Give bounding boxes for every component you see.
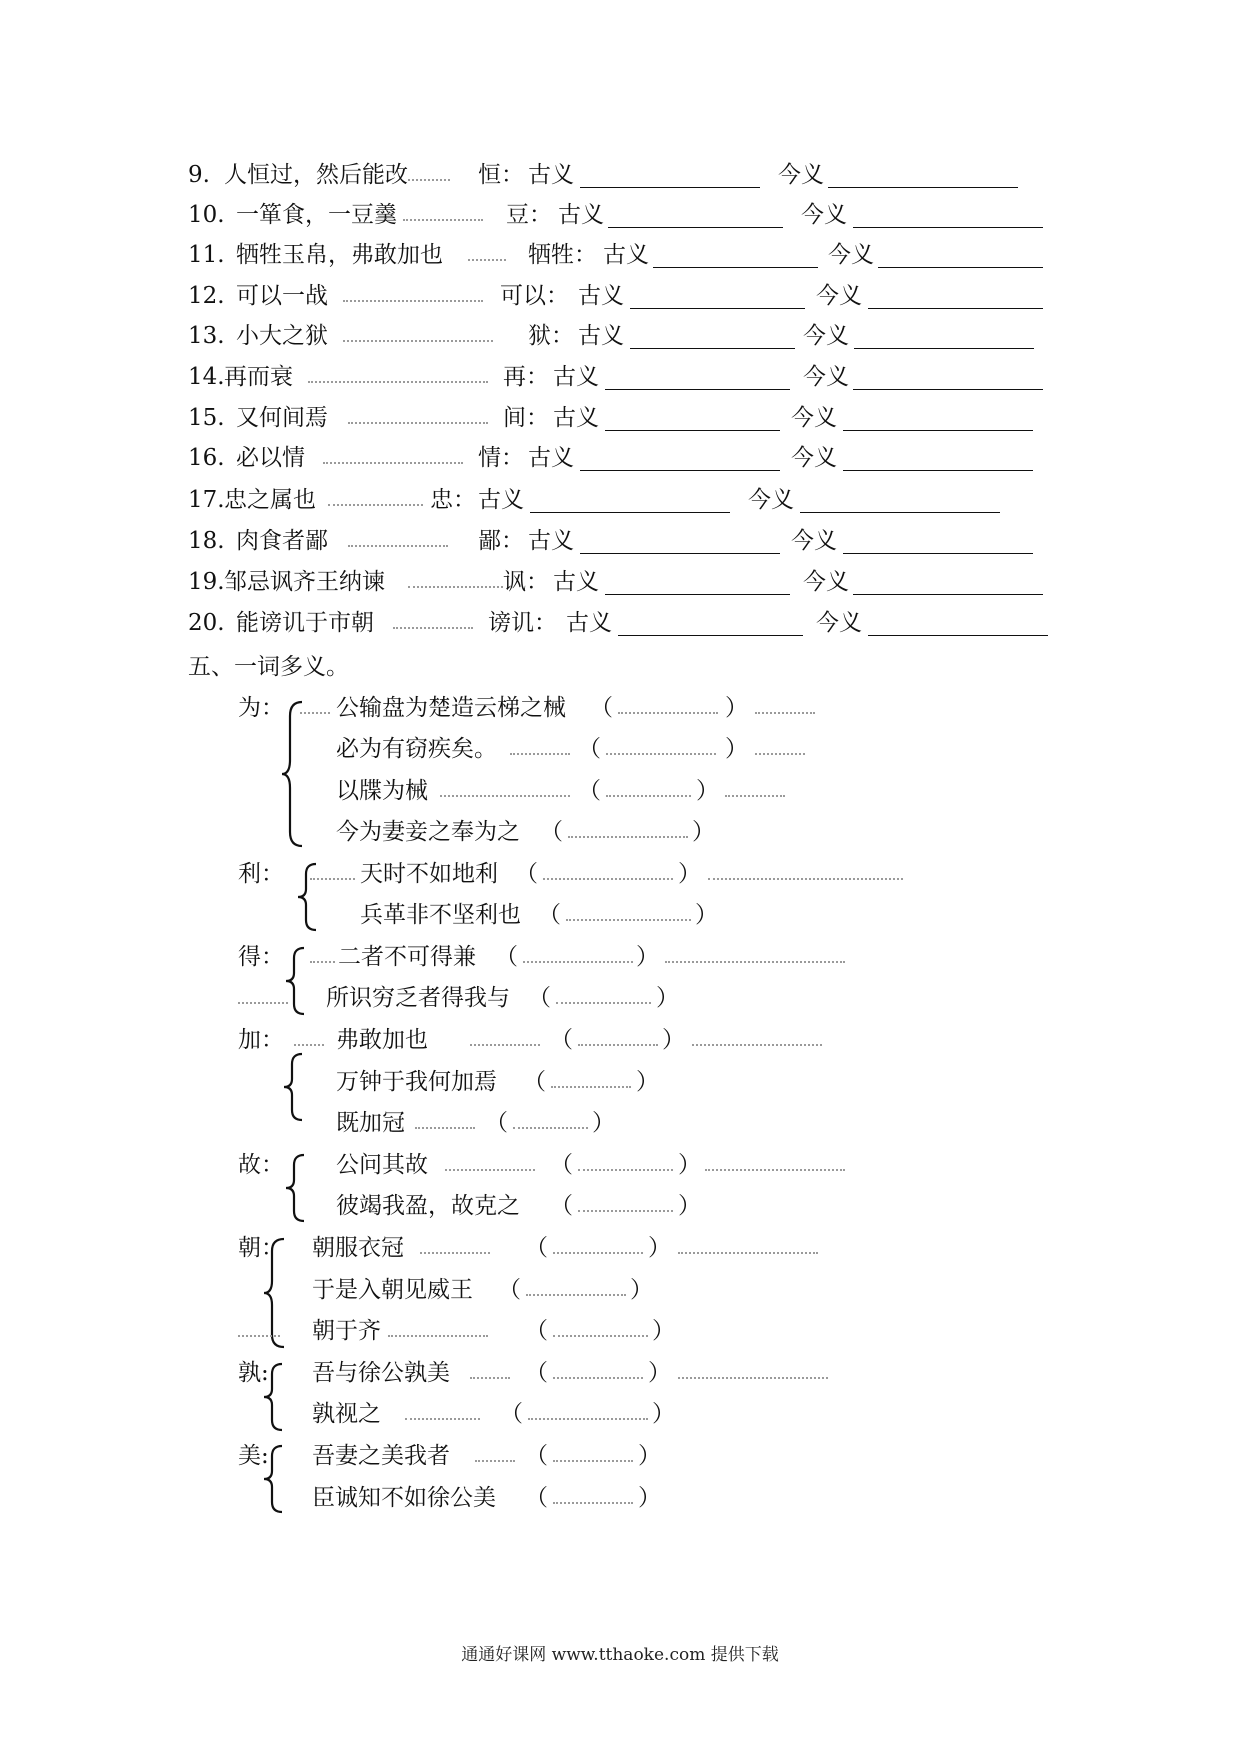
jin-label: 今义 <box>816 610 862 636</box>
item-phrase: 必以情 <box>236 445 305 471</box>
polysemy-sentence <box>300 1145 860 1185</box>
sentence-text: 吾妻之美我者 <box>312 1443 450 1469</box>
item-key: 讽： <box>503 569 549 595</box>
leader-dots <box>348 545 448 547</box>
leader-dots <box>475 1460 515 1462</box>
sentence-text: 既加冠 <box>336 1110 405 1136</box>
polysemy-sentence <box>238 978 798 1018</box>
polysemy-word: 孰: <box>238 1360 269 1386</box>
leader-dots <box>665 961 845 963</box>
item-key: 再： <box>503 364 549 390</box>
jin-answer-blank[interactable] <box>853 227 1043 228</box>
gu-label: 古义 <box>478 487 524 513</box>
answer-blank[interactable] <box>553 1460 633 1462</box>
jin-label: 今义 <box>803 364 849 390</box>
answer-paren-open: （ <box>525 1318 548 1344</box>
jin-label: 今义 <box>748 487 794 513</box>
polysemy-sentence <box>300 688 820 728</box>
polysemy-word: 朝： <box>238 1235 284 1261</box>
leader-dots <box>343 300 483 302</box>
item-phrase: 人恒过，然后能改 <box>224 162 408 188</box>
gu-answer-blank[interactable] <box>618 635 803 636</box>
vocab-item <box>188 357 1048 397</box>
sentence-text: 所识穷乏者得我与 <box>326 985 510 1011</box>
leader-dots <box>388 1335 488 1337</box>
gu-answer-blank[interactable] <box>530 512 730 513</box>
answer-blank[interactable] <box>551 1086 631 1088</box>
jin-answer-blank[interactable] <box>868 308 1043 309</box>
answer-paren-close: ） <box>696 778 719 804</box>
answer-paren-close: ） <box>648 1235 671 1261</box>
item-key: 谤讥： <box>488 610 557 636</box>
answer-blank[interactable] <box>553 1335 648 1337</box>
gu-answer-blank[interactable] <box>605 430 780 431</box>
jin-answer-blank[interactable] <box>843 470 1033 471</box>
vocab-item <box>188 521 1048 561</box>
polysemy-sentence <box>280 1228 840 1268</box>
leader-dots <box>755 712 815 714</box>
gu-label: 古义 <box>578 323 624 349</box>
jin-label: 今义 <box>791 528 837 554</box>
vocab-item <box>188 195 1048 235</box>
gu-answer-blank[interactable] <box>605 389 790 390</box>
polysemy-sentence <box>280 1436 800 1476</box>
leader-dots <box>343 340 493 342</box>
polysemy-sentence <box>280 1270 800 1310</box>
gu-answer-blank[interactable] <box>630 308 805 309</box>
gu-answer-blank[interactable] <box>580 187 760 188</box>
item-phrase: 又何间焉 <box>236 405 328 431</box>
answer-blank[interactable] <box>606 753 716 755</box>
leader-dots <box>238 1335 280 1337</box>
jin-label: 今义 <box>791 405 837 431</box>
item-number: 20. <box>188 610 225 636</box>
jin-label: 今义 <box>791 445 837 471</box>
gu-label: 古义 <box>553 405 599 431</box>
vocab-item <box>188 562 1048 602</box>
item-key: 鄙： <box>478 528 524 554</box>
item-number: 16. <box>188 445 225 471</box>
item-number: 12. <box>188 283 225 309</box>
leader-dots <box>470 1377 510 1379</box>
answer-paren-open: （ <box>525 1235 548 1261</box>
vocab-item <box>188 155 1048 195</box>
vocab-item <box>188 276 1048 316</box>
leader-dots <box>415 1127 475 1129</box>
answer-blank[interactable] <box>553 1252 643 1254</box>
answer-blank[interactable] <box>566 919 691 921</box>
gu-label: 古义 <box>603 242 649 268</box>
sentence-text: 吾与徐公孰美 <box>312 1360 450 1386</box>
item-number: 9. <box>188 162 210 188</box>
polysemy-sentence <box>300 937 860 977</box>
jin-label: 今义 <box>803 323 849 349</box>
sentence-text: 必为有窃疾矣。 <box>336 736 497 762</box>
answer-paren-open: （ <box>538 902 561 928</box>
answer-paren-open: （ <box>550 1027 573 1053</box>
answer-blank[interactable] <box>553 1377 643 1379</box>
answer-blank[interactable] <box>568 836 688 838</box>
leader-dots <box>405 1418 480 1420</box>
answer-paren-open: （ <box>528 985 551 1011</box>
leader-dots <box>310 961 335 963</box>
vocab-item <box>188 398 1048 438</box>
item-number: 10. <box>188 202 225 228</box>
answer-blank[interactable] <box>543 878 673 880</box>
gu-answer-blank[interactable] <box>630 348 795 349</box>
answer-paren-close: ） <box>630 1277 653 1303</box>
answer-paren-close: ） <box>638 1485 661 1511</box>
gu-label: 古义 <box>528 528 574 554</box>
jin-label: 今义 <box>828 242 874 268</box>
answer-paren-close: ） <box>648 1360 671 1386</box>
vocab-item <box>188 316 1048 356</box>
answer-paren-open: （ <box>550 1193 573 1219</box>
sentence-text: 公问其故 <box>336 1152 428 1178</box>
sentence-text: 二者不可得兼 <box>338 944 476 970</box>
vocab-item <box>188 603 1048 643</box>
leader-dots <box>393 627 473 629</box>
answer-blank[interactable] <box>513 1127 588 1129</box>
jin-label: 今义 <box>816 283 862 309</box>
leader-dots <box>708 878 903 880</box>
answer-paren-open: （ <box>523 1069 546 1095</box>
page-footer: 通通好课网 www.tthaoke.com 提供下载 <box>461 1645 779 1665</box>
answer-paren-open: （ <box>525 1443 548 1469</box>
jin-label: 今义 <box>801 202 847 228</box>
gu-answer-blank[interactable] <box>580 553 780 554</box>
answer-paren-close: ） <box>592 1110 615 1136</box>
item-number: 15. <box>188 405 225 431</box>
answer-paren-open: （ <box>495 944 518 970</box>
polysemy-sentence <box>300 771 820 811</box>
leader-dots <box>510 753 570 755</box>
jin-answer-blank[interactable] <box>843 430 1033 431</box>
leader-dots <box>678 1252 818 1254</box>
item-number: 13. <box>188 323 225 349</box>
polysemy-word: 为： <box>238 695 284 721</box>
sentence-text: 彼竭我盈，故克之 <box>336 1193 520 1219</box>
leader-dots <box>300 712 330 714</box>
item-key: 豆： <box>506 202 552 228</box>
answer-paren-close: ） <box>678 1193 701 1219</box>
item-phrase: 可以一战 <box>236 283 328 309</box>
answer-paren-close: ） <box>678 861 701 887</box>
item-key: 狱： <box>528 323 574 349</box>
jin-answer-blank[interactable] <box>853 389 1043 390</box>
gu-label: 古义 <box>558 202 604 228</box>
answer-paren-open: （ <box>500 1401 523 1427</box>
polysemy-sentence <box>280 1394 800 1434</box>
item-number: 17. <box>188 487 225 513</box>
leader-dots <box>294 1044 324 1046</box>
jin-label: 今义 <box>778 162 824 188</box>
polysemy-sentence <box>300 1062 820 1102</box>
answer-paren-open: （ <box>515 861 538 887</box>
gu-answer-blank[interactable] <box>608 227 783 228</box>
item-phrase: 肉食者鄙 <box>236 528 328 554</box>
item-key: 牺牲： <box>528 242 597 268</box>
leader-dots <box>725 795 785 797</box>
item-phrase: 能谤讥于市朝 <box>236 610 374 636</box>
answer-paren-close: ） <box>652 1318 675 1344</box>
sentence-text: 以牒为械 <box>336 778 428 804</box>
polysemy-word: 利： <box>238 861 284 887</box>
item-key: 间： <box>503 405 549 431</box>
answer-blank[interactable] <box>578 1210 673 1212</box>
item-phrase: 忠之属也 <box>224 487 316 513</box>
gu-answer-blank[interactable] <box>605 594 790 595</box>
item-number: 11. <box>188 242 225 268</box>
polysemy-word: 美: <box>238 1443 269 1469</box>
sentence-text: 弗敢加也 <box>336 1027 428 1053</box>
answer-paren-close: ） <box>725 736 748 762</box>
jin-answer-blank[interactable] <box>853 594 1043 595</box>
item-key: 恒： <box>478 162 524 188</box>
gu-label: 古义 <box>566 610 612 636</box>
sentence-text: 朝于齐 <box>312 1318 381 1344</box>
leader-dots <box>692 1044 822 1046</box>
leader-dots <box>310 878 355 880</box>
leader-dots <box>470 1044 540 1046</box>
answer-blank[interactable] <box>556 1002 651 1004</box>
gu-label: 古义 <box>528 162 574 188</box>
sentence-text: 今为妻妾之奉为之 <box>336 819 520 845</box>
vocab-item <box>188 438 1048 478</box>
leader-dots <box>445 1169 535 1171</box>
answer-paren-close: ） <box>652 1401 675 1427</box>
item-phrase: 再而衰 <box>224 364 293 390</box>
sentence-text: 于是入朝见威王 <box>312 1277 473 1303</box>
answer-paren-close: ） <box>662 1027 685 1053</box>
item-number: 19. <box>188 569 225 595</box>
jin-answer-blank[interactable] <box>868 635 1048 636</box>
sentence-text: 万钟于我何加焉 <box>336 1069 497 1095</box>
item-number: 18. <box>188 528 225 554</box>
gu-label: 古义 <box>553 364 599 390</box>
vocab-item <box>188 480 1048 520</box>
answer-paren-open: （ <box>498 1277 521 1303</box>
answer-paren-close: ） <box>678 1152 701 1178</box>
answer-paren-close: ） <box>638 1443 661 1469</box>
answer-paren-open: （ <box>578 778 601 804</box>
answer-paren-close: ） <box>695 902 718 928</box>
jin-answer-blank[interactable] <box>878 267 1043 268</box>
jin-answer-blank[interactable] <box>800 512 1000 513</box>
polysemy-sentence <box>300 1186 820 1226</box>
leader-dots <box>323 462 463 464</box>
polysemy-sentence <box>310 895 830 935</box>
answer-paren-close: ） <box>692 819 715 845</box>
answer-paren-close: ） <box>636 1069 659 1095</box>
sentence-text: 孰视之 <box>312 1401 381 1427</box>
sentence-text: 天时不如地利 <box>360 861 498 887</box>
sentence-text: 臣诚知不如徐公美 <box>312 1485 496 1511</box>
leader-dots <box>705 1169 845 1171</box>
vocab-item <box>188 235 1048 275</box>
answer-paren-close: ） <box>656 985 679 1011</box>
gu-label: 古义 <box>528 445 574 471</box>
answer-blank[interactable] <box>578 1169 673 1171</box>
polysemy-word: 加： <box>238 1027 284 1053</box>
polysemy-word: 得： <box>238 944 284 970</box>
leader-dots <box>420 1252 490 1254</box>
item-phrase: 小大之狱 <box>236 323 328 349</box>
answer-paren-open: （ <box>485 1110 508 1136</box>
item-number: 14. <box>188 364 225 390</box>
sentence-text: 兵革非不坚利也 <box>360 902 521 928</box>
polysemy-sentence <box>300 729 820 769</box>
item-phrase: 一箪食，一豆羹 <box>236 202 397 228</box>
polysemy-sentence <box>300 1103 820 1143</box>
answer-paren-open: （ <box>550 1152 573 1178</box>
leader-dots <box>348 422 488 424</box>
answer-blank[interactable] <box>526 1294 626 1296</box>
polysemy-sentence <box>280 1478 800 1518</box>
polysemy-sentence <box>300 812 820 852</box>
gu-answer-blank[interactable] <box>580 470 780 471</box>
sentence-text: 朝服衣冠 <box>312 1235 404 1261</box>
answer-paren-open: （ <box>525 1360 548 1386</box>
answer-paren-open: （ <box>525 1485 548 1511</box>
answer-blank[interactable] <box>618 712 718 714</box>
jin-label: 今义 <box>803 569 849 595</box>
gu-label: 古义 <box>578 283 624 309</box>
answer-paren-open: （ <box>578 736 601 762</box>
answer-blank[interactable] <box>578 1044 658 1046</box>
answer-paren-open: （ <box>590 695 613 721</box>
polysemy-sentence <box>238 1311 798 1351</box>
item-phrase: 邹忌讽齐王纳谏 <box>224 569 385 595</box>
leader-dots <box>238 1002 288 1004</box>
leader-dots <box>403 219 483 221</box>
answer-blank[interactable] <box>553 1502 633 1504</box>
section-title: 五、一词多义。 <box>188 654 349 680</box>
item-key: 忠： <box>430 487 476 513</box>
answer-blank[interactable] <box>523 961 633 963</box>
gu-label: 古义 <box>553 569 599 595</box>
polysemy-sentence <box>310 854 910 894</box>
polysemy-word: 故： <box>238 1152 284 1178</box>
polysemy-sentence <box>280 1353 840 1393</box>
answer-blank[interactable] <box>528 1418 648 1420</box>
jin-answer-blank[interactable] <box>828 187 1018 188</box>
polysemy-sentence <box>300 1020 860 1060</box>
sentence-text: 公输盘为楚造云梯之械 <box>336 695 566 721</box>
answer-paren-close: ） <box>636 944 659 970</box>
leader-dots <box>755 753 805 755</box>
leader-dots <box>468 259 506 261</box>
item-key: 可以： <box>500 283 569 309</box>
leader-dots <box>328 504 423 506</box>
answer-paren-open: （ <box>540 819 563 845</box>
jin-answer-blank[interactable] <box>843 553 1033 554</box>
leader-dots <box>308 381 488 383</box>
jin-answer-blank[interactable] <box>854 348 1034 349</box>
gu-answer-blank[interactable] <box>653 267 818 268</box>
leader-dots <box>678 1377 828 1379</box>
answer-paren-close: ） <box>725 695 748 721</box>
item-key: 情： <box>478 445 524 471</box>
answer-blank[interactable] <box>606 795 691 797</box>
item-phrase: 牺牲玉帛，弗敢加也 <box>236 242 443 268</box>
leader-dots <box>408 586 503 588</box>
leader-dots <box>440 795 570 797</box>
leader-dots <box>408 179 450 181</box>
